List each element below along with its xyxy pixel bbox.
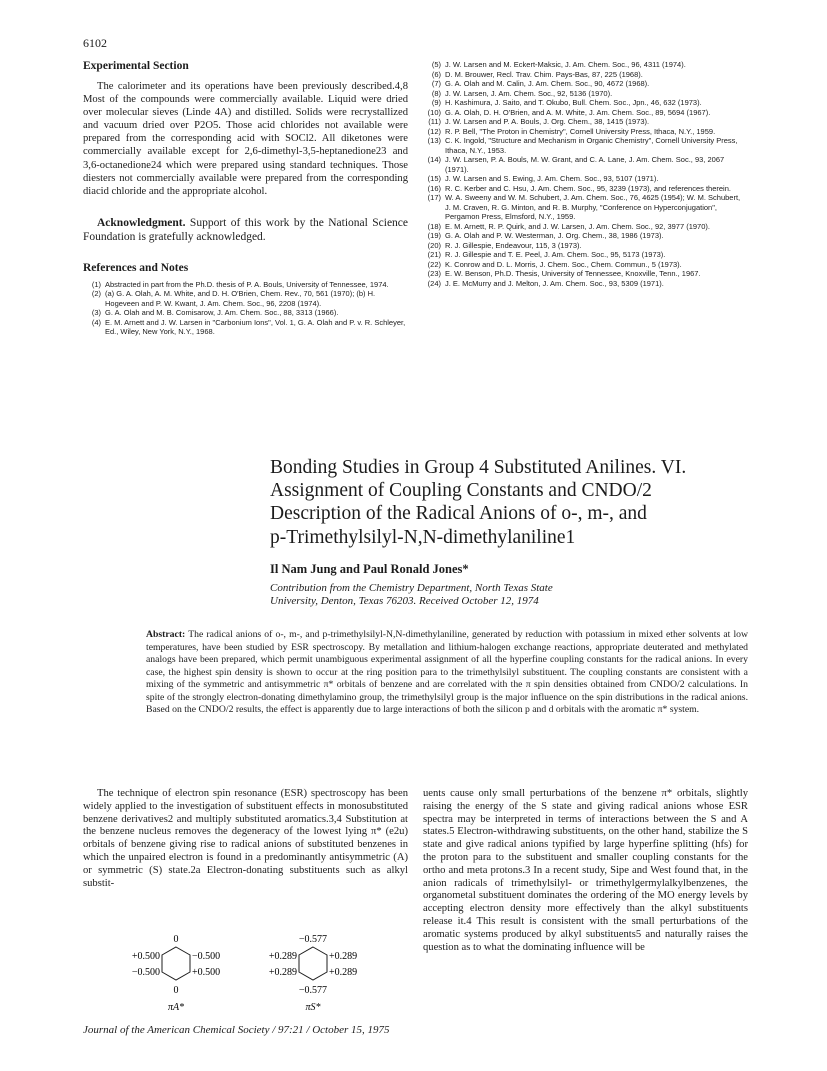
reference-number: (8) xyxy=(431,88,441,98)
pi-a-diagram xyxy=(132,934,220,1013)
reference-number: (12) xyxy=(427,126,441,136)
reference-number: (7) xyxy=(431,79,441,88)
reference-text: K. Conrow and D. L. Morris, J. Chem. Soc., Chem. Commun., 5 (1973). xyxy=(445,259,682,269)
reference-text: J. W. Larsen and M. Eckert-Maksic, J. Am. Chem. Soc., 96, 4311 (1974). xyxy=(445,60,686,69)
reference-text: (a) G. A. Olah, A. M. White, and D. H. O'Brien, Chem. Rev., 70, 561 (1970); (b) H. Hogeveen and P. W. Kwant, J. Am. Chem. Soc., 96, 2208 (1974). xyxy=(105,289,376,308)
reference-item xyxy=(423,155,748,174)
experimental-section xyxy=(83,60,408,337)
acknowledgment xyxy=(83,216,408,244)
experimental-text: The calorimeter and its operations have been previously described.4,8 Most of the compounds were commercially available. Liquid were dried over molecular sieves (Linde 4A) and distilled. Solids were recrystallized and vacuum dried over P2O5. Those acid chlorides not available were prepared from the corresponding acid with SOCl2. All diketones were commercially available except for 2,6-dimethyl-3,5-heptanedione23 and 3,6-octanedione24 which were prepared using standard techniques. Those diesters not commercially available were prepared from the corresponding diacid chloride and the appropriate alcohol. xyxy=(83,81,408,197)
benzene-ring-a xyxy=(162,947,190,980)
intro-left-column xyxy=(83,788,408,890)
reference-item xyxy=(423,136,748,155)
reference-item xyxy=(423,60,748,70)
reference-text: E. W. Benson, Ph.D. Thesis, University of Tennessee, Knoxville, Tenn., 1967. xyxy=(445,269,701,278)
reference-number: (14) xyxy=(427,155,441,164)
pi-a-upper-left: +0.500 xyxy=(131,951,160,962)
reference-text: G. A. Olah, D. H. O'Brien, and A. M. White, J. Am. Chem. Soc., 89, 5694 (1967). xyxy=(445,107,711,117)
reference-text: R. J. Gillespie and T. E. Peel, J. Am. Chem. Soc., 95, 5173 (1973). xyxy=(445,250,666,259)
reference-text: H. Kashimura, J. Saito, and T. Okubo, Bull. Chem. Soc., Jpn., 46, 632 (1973). xyxy=(445,98,702,107)
pi-a-bottom: 0 xyxy=(173,985,179,996)
intro-left-text: The technique of electron spin resonance (ESR) spectroscopy has been widely applied to the investigation of substituent effects in monosubstituted benzene derivatives2 and multiply substituted aromatics.3,4 Substitution at the benzene nucleus removes the degeneracy of the lowest lying π* (e2u) orbitals of benzene giving rise to radical anions of substituted benzenes in which the unpaired electron is found in a predominantly antisymmetric (A) or symmetric (S) state.2a Electron-donating substituents such as alkyl substit- xyxy=(83,788,408,889)
reference-number: (1) xyxy=(91,279,101,289)
pi-a-top: 0 xyxy=(173,934,179,945)
reference-text: J. W. Larsen and S. Ewing, J. Am. Chem. Soc., 93, 5107 (1971). xyxy=(445,174,659,183)
reference-text: J. E. McMurry and J. Melton, J. Am. Chem. Soc., 93, 5309 (1971). xyxy=(445,278,664,288)
reference-number: (2) xyxy=(91,289,101,299)
reference-item xyxy=(423,269,748,279)
pi-s-lower-left: +0.289 xyxy=(268,967,297,978)
reference-item xyxy=(423,279,748,289)
abstract-label: Abstract: xyxy=(146,629,186,640)
reference-text: R. J. Gillespie, Endeavour, 115, 3 (1973). xyxy=(445,240,582,250)
pi-s-diagram xyxy=(269,934,357,1013)
reference-text: G. A. Olah and M. Calin, J. Am. Chem. Soc., 90, 4672 (1968). xyxy=(445,79,650,88)
pi-s-label: πS* xyxy=(305,1002,321,1013)
reference-item xyxy=(423,174,748,184)
reference-number: (17) xyxy=(427,193,441,202)
abstract-text: The radical anions of o-, m-, and p-trimethylsilyl-N,N-dimethylaniline, generated by reduction with potassium in mixed ether solvents at low temperatures, have been studied by ESR spectroscopy. By metallation and lithium-halogen exchange reactions, appropriate deuterated and methylated analogs have been prepared, which permit unambiguous experimental assignment of all the hyperfine coupling constants for the radical anions. In every case, the highest spin density is shown to occur at the ring position para to the trimethylsilyl substituent. The coupling constants are consistent with a mixing of the symmetric and antisymmetric π* orbitals of benzene and are correlated with the π spin densities obtained from CNDO/2 calculations. In spite of the strongly electron-donating dimethylamino group, the trimethylsilyl group is the major influence on the spin distributions in the radical anions. Based on the CNDO/2 results, the effect is apparently due to large interactions of both the silicon p and d orbitals with the aromatic π* system. xyxy=(146,629,748,715)
reference-item xyxy=(423,79,748,89)
benzene-ring-s xyxy=(299,947,327,980)
reference-number: (15) xyxy=(427,174,441,183)
pi-a-label: πA* xyxy=(167,1002,185,1013)
reference-number: (20) xyxy=(427,240,441,250)
references-right-list xyxy=(423,60,748,288)
experimental-heading: Experimental Section xyxy=(83,60,189,72)
reference-number: (9) xyxy=(431,98,441,107)
reference-text: J. W. Larsen, P. A. Bouls, M. W. Grant, and C. A. Lane, J. Am. Chem. Soc., 93, 2067 (1971). xyxy=(445,155,725,174)
received-date: Received October 12, 1974 xyxy=(419,595,539,607)
authors: Il Nam Jung and Paul Ronald Jones* xyxy=(270,562,469,576)
reference-number: (13) xyxy=(427,136,441,145)
reference-item xyxy=(423,193,748,222)
reference-item xyxy=(423,117,748,127)
reference-text: R. P. Bell, "The Proton in Chemistry", Cornell University Press, Ithaca, N.Y., 1959. xyxy=(445,126,716,136)
title-line: p-Trimethylsilyl-N,N-dimethylaniline1 xyxy=(270,526,576,548)
pi-s-upper-left: +0.289 xyxy=(268,951,297,962)
abstract xyxy=(146,629,748,717)
pi-a-lower-left: −0.500 xyxy=(131,967,160,978)
reference-number: (21) xyxy=(427,250,441,259)
reference-number: (4) xyxy=(91,317,101,327)
reference-text: D. M. Brouwer, Recl. Trav. Chim. Pays-Bas, 87, 225 (1968). xyxy=(445,69,643,79)
reference-number: (16) xyxy=(427,183,441,193)
reference-number: (10) xyxy=(427,107,441,117)
reference-item xyxy=(423,108,748,118)
reference-number: (22) xyxy=(427,259,441,269)
intro-right-column xyxy=(423,788,748,954)
pi-a-lower-right: +0.500 xyxy=(192,967,221,978)
reference-text: G. A. Olah and P. W. Westerman, J. Org. Chem., 38, 1986 (1973). xyxy=(445,231,664,240)
affiliation-text: Contribution from the Chemistry Department, North Texas State University, Denton, Texas 76203. xyxy=(270,582,553,607)
title-line: Description of the Radical Anions of o-, m-, and xyxy=(270,503,647,525)
reference-text: W. A. Sweeny and W. M. Schubert, J. Am. Chem. Soc., 76, 4625 (1954); W. M. Schubert, J. M. Craven, R. G. Minton, and R. B. Murphy, "Conference on Hyperconjugation", Pergamon Press, Elmsford, N.Y., 1959. xyxy=(445,193,741,221)
reference-item xyxy=(423,260,748,270)
reference-text: E. M. Arnett, R. P. Quirk, and J. W. Larsen, J. Am. Chem. Soc., 92, 3977 (1970). xyxy=(445,221,710,231)
reference-item xyxy=(423,184,748,194)
reference-item xyxy=(423,70,748,80)
affiliation xyxy=(270,582,590,608)
reference-item xyxy=(423,127,748,137)
reference-item xyxy=(423,89,748,99)
reference-number: (3) xyxy=(91,308,101,318)
page-number: 6102 xyxy=(83,36,107,50)
pi-s-top: −0.577 xyxy=(298,934,328,945)
reference-number: (5) xyxy=(431,60,441,69)
reference-item xyxy=(423,222,748,232)
reference-number: (18) xyxy=(427,221,441,231)
reference-number: (23) xyxy=(427,269,441,278)
reference-text: Abstracted in part from the Ph.D. thesis of P. A. Bouls, University of Tennessee, 1974. xyxy=(105,279,389,289)
article-title xyxy=(270,456,750,549)
intro-right-text: uents cause only small perturbations of the benzene π* orbitals, slightly raising the energy of the S state and giving radical anions whose ESR spectra may be interpreted in terms of interactions between the S and A states.5 Electron-withdrawing substituents, on the other hand, stabilize the S state and give radical anions typified by large hyperfine splitting (hfs) for the proton para to the substituent and smaller coupling constants for the ortho and meta protons.3 In a recent study, Sipe and West found that, in the anion radicals of trimethylsilyl- or trimethylgermylalkylbenzenes, the organometal substituent dominates the ordering of the MO energy levels by accepting electron density more effectively than the alkyl substituents release it.4 This result is consistent with the small perturbations of the aromatic systems produced by alkyl substituents5 and naturally raises the question as to what the dominating influence will be xyxy=(423,788,748,953)
reference-item xyxy=(423,231,748,241)
reference-item xyxy=(83,289,408,308)
pi-s-upper-right: +0.289 xyxy=(329,951,358,962)
reference-text: C. K. Ingold, "Structure and Mechanism in Organic Chemistry", Cornell University Press, Ithaca, N.Y., 1953. xyxy=(445,136,738,155)
reference-number: (6) xyxy=(431,69,441,79)
title-line: Assignment of Coupling Constants and CNDO/2 xyxy=(270,480,652,502)
title-line: Bonding Studies in Group 4 Substituted Anilines. VI. xyxy=(270,457,687,478)
references-left-list xyxy=(83,280,408,337)
references-heading: References and Notes xyxy=(83,261,189,274)
pi-a-upper-right: −0.500 xyxy=(192,951,221,962)
pi-s-lower-right: +0.289 xyxy=(329,967,358,978)
reference-item xyxy=(83,280,408,290)
reference-text: G. A. Olah and M. B. Comisarow, J. Am. Chem. Soc., 88, 3313 (1966). xyxy=(105,308,339,318)
experimental-text-block xyxy=(83,80,408,198)
journal-footer: Journal of the American Chemical Society / 97:21 / October 15, 1975 xyxy=(83,1024,390,1036)
reference-text: E. M. Arnett and J. W. Larsen in "Carbonium Ions", Vol. 1, G. A. Olah and P. v. R. Schleyer, Ed., Wiley, New York, N.Y., 1968. xyxy=(105,317,406,337)
reference-text: J. W. Larsen and P. A. Bouls, J. Org. Chem., 38, 1415 (1973). xyxy=(445,117,650,126)
reference-text: R. C. Kerber and C. Hsu, J. Am. Chem. Soc., 95, 3239 (1973), and references therein. xyxy=(445,183,731,193)
reference-number: (24) xyxy=(427,278,441,288)
reference-number: (19) xyxy=(427,231,441,240)
acknowledgment-text: Support of this work by the National Science Foundation is gratefully acknowledged. xyxy=(83,216,409,243)
reference-number: (11) xyxy=(428,117,441,126)
reference-item xyxy=(83,318,408,337)
reference-item xyxy=(423,98,748,108)
reference-item xyxy=(83,308,408,318)
pi-s-bottom: −0.577 xyxy=(298,985,328,996)
reference-item xyxy=(423,241,748,251)
reference-item xyxy=(423,250,748,260)
reference-text: J. W. Larsen, J. Am. Chem. Soc., 92, 5136 (1970). xyxy=(445,88,613,98)
acknowledgment-label: Acknowledgment. xyxy=(97,216,186,229)
